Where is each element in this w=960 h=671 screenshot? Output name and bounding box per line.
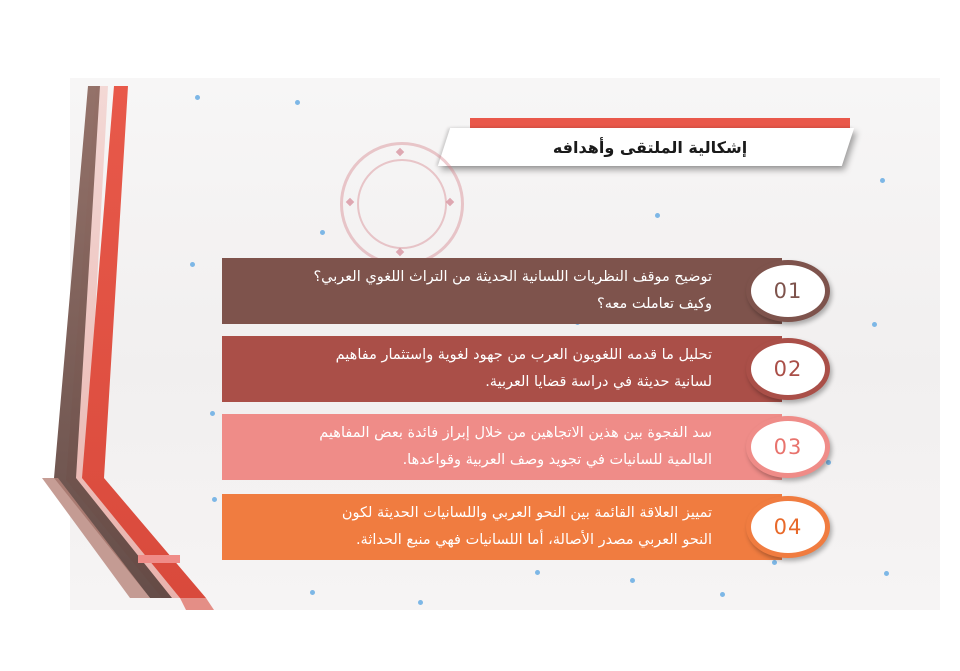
- goal-item-02-line1: تحليل ما قدمه اللغويون العرب من جهود لغوية واستثمار مفاهيم: [335, 347, 712, 363]
- title-accent-bar: [470, 118, 850, 128]
- goal-item-02: [222, 336, 782, 402]
- goal-item-03-number-badge: [746, 416, 830, 478]
- goal-item-01: [222, 258, 782, 324]
- goal-item-02-number: 02: [773, 357, 803, 381]
- goal-item-03-line1: سد الفجوة بين هذين الاتجاهين من خلال إبراز فائدة بعض المفاهيم: [319, 425, 712, 441]
- goal-item-02-line2: لسانية حديثة في دراسة قضايا العربية.: [485, 374, 712, 390]
- official-stamp: [340, 142, 464, 266]
- goal-item-02-number-badge: [746, 338, 830, 400]
- goal-item-03-line2: العالمية للسانيات في تجويد وصف العربية وقواعدها.: [402, 452, 712, 468]
- goal-item-01-number: 01: [773, 279, 803, 303]
- goal-item-01-number-badge: [746, 260, 830, 322]
- goal-item-04-line1: تمييز العلاقة القائمة بين النحو العربي واللسانيات الحديثة لكون: [341, 505, 712, 521]
- goal-item-03: [222, 414, 782, 480]
- goal-item-04-line2: النحو العربي مصدر الأصالة، أما اللسانيات فهي منبع الحداثة.: [355, 532, 712, 548]
- goal-item-01-line1: توضيح موقف النظريات اللسانية الحديثة من التراث اللغوي العربي؟: [313, 269, 712, 285]
- goal-item-03-number: 03: [773, 435, 803, 459]
- goal-item-04-number: 04: [773, 515, 803, 539]
- goal-item-01-line2: وكيف تعاملت معه؟: [597, 296, 712, 312]
- goal-item-04: [222, 494, 782, 560]
- goal-item-04-number-badge: [746, 496, 830, 558]
- slide-title: إشكالية الملتقى وأهدافه: [552, 137, 748, 157]
